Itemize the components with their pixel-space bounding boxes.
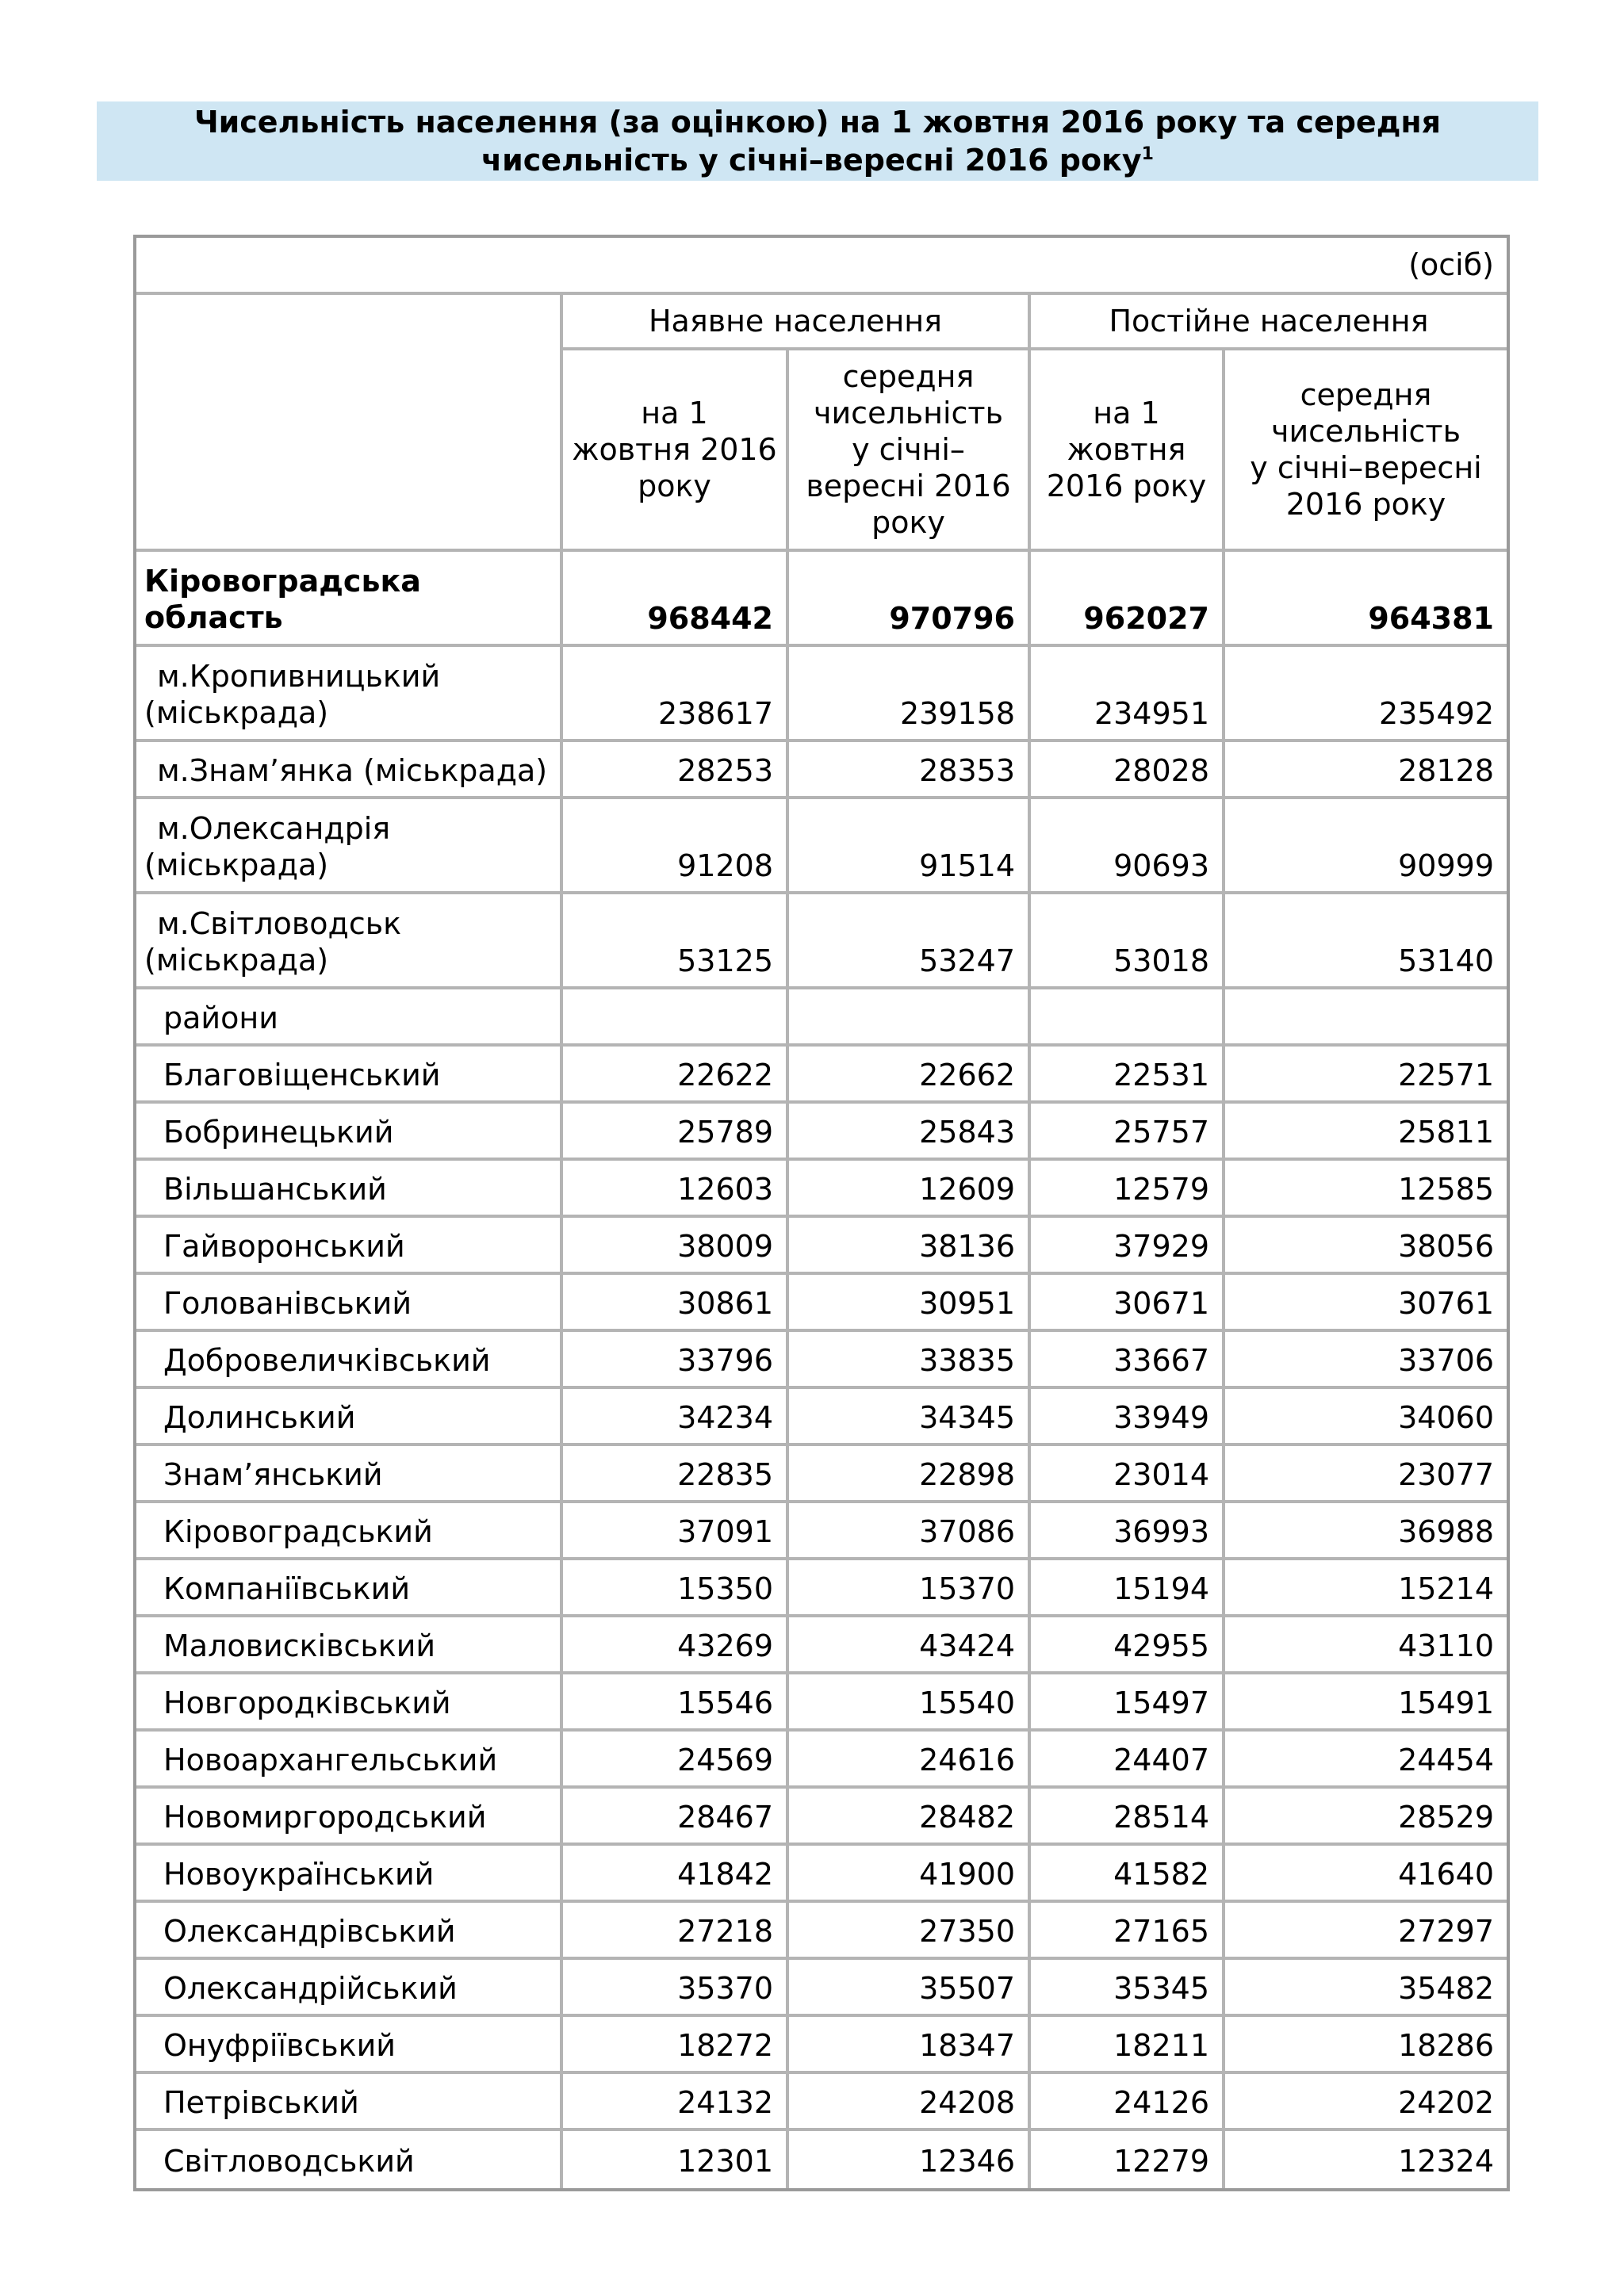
row-label: м.Знам’янка (міськрада) [136,742,563,799]
cell-value: 238617 [563,647,789,742]
cell-value: 38136 [789,1218,1031,1275]
cell-value: 23077 [1225,1446,1507,1503]
cell-value: 91514 [789,799,1031,894]
cell-value: 25789 [563,1104,789,1161]
empty-cell [789,989,1031,1047]
cell-value: 30671 [1031,1275,1225,1332]
row-label: Вільшанський [136,1161,563,1218]
table-row [136,1332,1507,1389]
table-row [136,1732,1507,1789]
unit-row [136,238,1507,295]
title-line-2: чисельність у січні–вересні 2016 року$^1$ [481,143,1154,178]
corner-cell [136,295,563,552]
cell-value: 41842 [563,1846,789,1903]
total-row [136,552,1507,647]
table-row [136,799,1507,894]
cell-value: 27297 [1225,1903,1507,1960]
cell-value: 28028 [1031,742,1225,799]
table-row [136,1275,1507,1332]
cell-value: 91208 [563,799,789,894]
row-label: Новоукраїнський [136,1846,563,1903]
cell-value: 43110 [1225,1617,1507,1674]
table-row [136,1503,1507,1560]
cell-value: 53018 [1031,894,1225,989]
cell-value: 36988 [1225,1503,1507,1560]
row-label: Світловодський [136,2131,563,2188]
table-row [136,2131,1507,2188]
row-label: м.Світловодськ (міськрада) [136,894,563,989]
table-row [136,1617,1507,1674]
cell-value: 12609 [789,1161,1031,1218]
subheader: на 1 жовтня 2016 року [563,350,789,552]
table-row [136,1218,1507,1275]
row-label: Знам’янський [136,1446,563,1503]
cell-value: 22835 [563,1446,789,1503]
cell-value: 18286 [1225,2017,1507,2074]
cell-value: 33706 [1225,1332,1507,1389]
footnote-mark: 1 [1141,144,1154,164]
row-label: Гайворонський [136,1218,563,1275]
cell-value: 15540 [789,1674,1031,1732]
row-label: Олександрівський [136,1903,563,1960]
cell-value: 28514 [1031,1789,1225,1846]
row-label: Олександрійський [136,1960,563,2017]
cell-value: 34234 [563,1389,789,1446]
cell-value: 24454 [1225,1732,1507,1789]
table-row [136,894,1507,989]
cell-value: 90999 [1225,799,1507,894]
row-label: Бобринецький [136,1104,563,1161]
cell-value: 22571 [1225,1047,1507,1104]
cell-value: 23014 [1031,1446,1225,1503]
row-label: Кіровоградський [136,1503,563,1560]
cell-value: 35370 [563,1960,789,2017]
group-header-present: Наявне населення [563,295,1031,350]
population-table [133,235,1510,2191]
row-label: Новоархангельський [136,1732,563,1789]
table-row [136,1446,1507,1503]
cell-value: 12346 [789,2131,1031,2188]
subheader: середня чисельність у січні–вересні 2016 року [1225,350,1507,552]
cell-value: 37929 [1031,1218,1225,1275]
empty-cell [1031,989,1225,1047]
row-label: Компаніївський [136,1560,563,1617]
cell-value: 28253 [563,742,789,799]
cell-value: 37086 [789,1503,1031,1560]
cell-value: 38056 [1225,1218,1507,1275]
cell-value: 41900 [789,1846,1031,1903]
table-row [136,647,1507,742]
cell-value: 964381 [1225,552,1507,647]
group-header-permanent: Постійне населення [1031,295,1507,350]
cell-value: 22662 [789,1047,1031,1104]
row-label: Благовіщенський [136,1047,563,1104]
row-label: Голованівський [136,1275,563,1332]
cell-value: 25757 [1031,1104,1225,1161]
row-label: Новомиргородський [136,1789,563,1846]
cell-value: 33667 [1031,1332,1225,1389]
districts-label: райони [136,989,563,1047]
table-row [136,1389,1507,1446]
cell-value: 38009 [563,1218,789,1275]
cell-value: 24616 [789,1732,1031,1789]
table-row [136,1846,1507,1903]
cell-value: 35507 [789,1960,1031,2017]
row-label: м.Кропивницький (міськрада) [136,647,563,742]
row-label: Новгородківський [136,1674,563,1732]
cell-value: 90693 [1031,799,1225,894]
table-row [136,742,1507,799]
table-row [136,1560,1507,1617]
cell-value: 234951 [1031,647,1225,742]
cell-value: 970796 [789,552,1031,647]
cell-value: 33949 [1031,1389,1225,1446]
cell-value: 36993 [1031,1503,1225,1560]
cell-value: 53140 [1225,894,1507,989]
table-row [136,1903,1507,1960]
cell-value: 28128 [1225,742,1507,799]
empty-cell [1225,989,1507,1047]
cell-value: 33835 [789,1332,1031,1389]
cell-value: 15546 [563,1674,789,1732]
cell-value: 24569 [563,1732,789,1789]
row-label: Онуфріївський [136,2017,563,2074]
subheader: середня чисельність у січні– вересні 2016 року [789,350,1031,552]
cell-value: 24132 [563,2074,789,2131]
cell-value: 27350 [789,1903,1031,1960]
table-row [136,2074,1507,2131]
cell-value: 12585 [1225,1161,1507,1218]
cell-value: 30861 [563,1275,789,1332]
cell-value: 25811 [1225,1104,1507,1161]
unit-label: (осіб) [136,238,1507,295]
cell-value: 239158 [789,647,1031,742]
cell-value: 35345 [1031,1960,1225,2017]
cell-value: 43424 [789,1617,1031,1674]
cell-value: 43269 [563,1617,789,1674]
cell-value: 12579 [1031,1161,1225,1218]
cell-value: 15370 [789,1560,1031,1617]
cell-value: 15491 [1225,1674,1507,1732]
group-header-row [136,295,1507,350]
cell-value: 53247 [789,894,1031,989]
table-row [136,2017,1507,2074]
table-row [136,1960,1507,2017]
cell-value: 42955 [1031,1617,1225,1674]
cell-value: 27218 [563,1903,789,1960]
cell-value: 27165 [1031,1903,1225,1960]
empty-cell [563,989,789,1047]
cell-value: 28467 [563,1789,789,1846]
cell-value: 24202 [1225,2074,1507,2131]
cell-value: 962027 [1031,552,1225,647]
cell-value: 35482 [1225,1960,1507,2017]
cell-value: 22622 [563,1047,789,1104]
cell-value: 34345 [789,1389,1031,1446]
cell-value: 15194 [1031,1560,1225,1617]
cell-value: 15497 [1031,1674,1225,1732]
row-label: Кіровоградська область [136,552,563,647]
table-row [136,1104,1507,1161]
table-row [136,1674,1507,1732]
page-title [97,101,1538,181]
cell-value: 24407 [1031,1732,1225,1789]
cell-value: 22898 [789,1446,1031,1503]
cell-value: 30951 [789,1275,1031,1332]
cell-value: 18272 [563,2017,789,2074]
row-label: Долинський [136,1389,563,1446]
table-row [136,1789,1507,1846]
cell-value: 15214 [1225,1560,1507,1617]
cell-value: 968442 [563,552,789,647]
cell-value: 30761 [1225,1275,1507,1332]
cell-value: 12279 [1031,2131,1225,2188]
cell-value: 12324 [1398,2144,1495,2179]
cell-value: 24126 [1031,2074,1225,2131]
cell-value: 28353 [789,742,1031,799]
cell-value: 28482 [789,1789,1031,1846]
cell-value: 15350 [563,1560,789,1617]
cell-value: 25843 [789,1104,1031,1161]
districts-header-row [136,989,1507,1047]
subheader: на 1 жовтня 2016 року [1031,350,1225,552]
cell-value: 12301 [563,2131,789,2188]
cell-value: 12603 [563,1161,789,1218]
cell-value: 37091 [563,1503,789,1560]
cell-value: 41640 [1225,1846,1507,1903]
cell-value: 33796 [563,1332,789,1389]
cell-value: 18211 [1031,2017,1225,2074]
cell-value: 22531 [1031,1047,1225,1104]
table-row [136,1161,1507,1218]
table-row [136,1047,1507,1104]
cell-value: 235492 [1225,647,1507,742]
row-label: Маловисківський [136,1617,563,1674]
cell-value: 24208 [789,2074,1031,2131]
row-label: Добровеличківський [136,1332,563,1389]
title-line-1: Чисельність населення (за оцінкою) на 1 жовтня 2016 року та середня [193,105,1442,140]
cell-value: 28529 [1225,1789,1507,1846]
cell-value: 41582 [1031,1846,1225,1903]
cell-value: 18347 [789,2017,1031,2074]
row-label: Петрівський [136,2074,563,2131]
cell-value: 53125 [563,894,789,989]
cell-value: 34060 [1225,1389,1507,1446]
row-label: м.Олександрія (міськрада) [136,799,563,894]
